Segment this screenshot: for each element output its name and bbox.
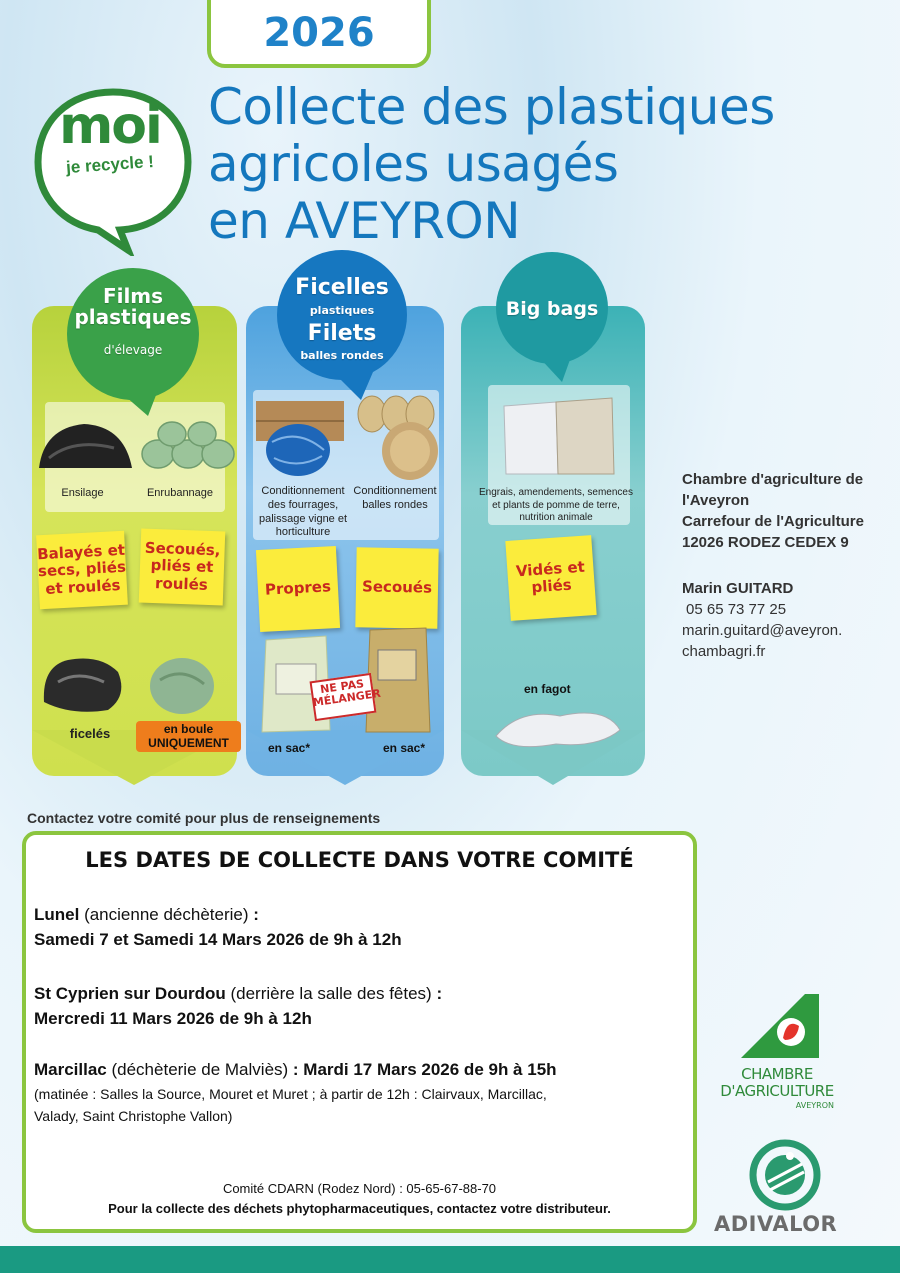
entry-3-line bbox=[34, 1058, 557, 1083]
footer-bar bbox=[0, 1246, 900, 1273]
entry-1-detail: (ancienne déchèterie) bbox=[79, 905, 254, 924]
entry-2-detail: (derrière la salle des fêtes) bbox=[225, 984, 437, 1003]
year-label: 2026 bbox=[263, 10, 375, 56]
bales-image bbox=[138, 418, 236, 470]
films-footer-3: UNIQUEMENT bbox=[148, 736, 229, 750]
entry-1-date: Samedi 7 et Samedi 14 Mars 2026 de 9h à 12h bbox=[34, 930, 402, 949]
ficelles-footer-2: en sac* bbox=[383, 741, 426, 755]
down-arrow-icon bbox=[246, 730, 444, 790]
chambre-line-1: CHAMBRE bbox=[741, 1065, 813, 1083]
bigbags-note: Vidés et pliés bbox=[505, 535, 596, 621]
entry-2-date: Mercredi 11 Mars 2026 de 9h à 12h bbox=[34, 1009, 312, 1028]
ficelles-note-1: Propres bbox=[256, 546, 340, 632]
bubble-tail-icon bbox=[536, 354, 576, 384]
entry-3-date: : Mardi 17 Mars 2026 de 9h à 15h bbox=[292, 1060, 557, 1079]
entry-3-note-2: Valady, Saint Christophe Vallon) bbox=[34, 1108, 233, 1124]
entry-1-place: Lunel bbox=[34, 905, 80, 924]
bigbags-title: Big bags bbox=[505, 298, 599, 320]
entry-3-note-1: (matinée : Salles la Source, Mouret et Muret ; à partir de 12h : Clairvaux, Marcillac, bbox=[34, 1086, 547, 1102]
ficelles-sub-1: plastiques bbox=[309, 304, 375, 317]
chambre-line-2: D'AGRICULTURE bbox=[720, 1082, 834, 1100]
badge-main: moi bbox=[59, 96, 161, 156]
chambre-logo-icon bbox=[735, 988, 825, 1063]
bigbags-item: Engrais, amendements, semences et plants de pomme de terre, nutrition animale bbox=[479, 487, 633, 523]
folded-bags-image bbox=[490, 700, 626, 752]
chambre-sub: AVEYRON bbox=[795, 1101, 834, 1110]
title-line-2: agricoles usagés bbox=[208, 135, 619, 193]
films-item-1: Ensilage bbox=[61, 487, 104, 499]
ficelles-title-2: Filets bbox=[307, 321, 377, 346]
ficelles-footer-1: en sac* bbox=[268, 741, 311, 755]
org-line-3: Carrefour de l'Agriculture bbox=[682, 513, 864, 530]
ficelles-item-1: Conditionnement des fourrages, palissage vigne et horticulture bbox=[258, 485, 348, 539]
brown-sack-image bbox=[364, 624, 434, 736]
net-bale-image bbox=[380, 420, 440, 482]
entry-1-line bbox=[34, 903, 259, 928]
films-footer-2: en boule bbox=[163, 722, 214, 736]
phyto-note: Pour la collecte des déchets phytopharmaceutiques, contactez votre distributeur. bbox=[108, 1201, 611, 1216]
badge-sub: je recycle ! bbox=[65, 151, 155, 178]
films-subtitle: d'élevage bbox=[103, 343, 163, 357]
entry-3-detail: (déchèterie de Malviès) bbox=[106, 1060, 293, 1079]
entry-2-place: St Cyprien sur Dourdou bbox=[34, 984, 226, 1003]
bigbags-footer: en fagot bbox=[524, 682, 571, 696]
entry-3-place: Marcillac bbox=[34, 1060, 107, 1079]
org-line-2: l'Aveyron bbox=[682, 492, 750, 509]
committee-phone: Comité CDARN (Rodez Nord) : 05-65-67-88-70 bbox=[222, 1181, 497, 1196]
silage-image bbox=[34, 418, 134, 470]
films-note-1: Balayés et secs, pliés et roulés bbox=[36, 531, 128, 610]
ficelles-item-2: Conditionnement balles rondes bbox=[353, 485, 437, 511]
stamp-label: NE PAS MÉLANGER bbox=[312, 677, 382, 710]
adivalor-logo-icon bbox=[748, 1138, 822, 1212]
bundled-film-image bbox=[38, 652, 126, 714]
title-line-3: en AVEYRON bbox=[208, 192, 521, 250]
big-bags-image bbox=[500, 392, 620, 476]
ball-film-image bbox=[146, 654, 218, 716]
entry-2-colon: : bbox=[436, 984, 443, 1003]
films-title: Films plastiques bbox=[74, 284, 192, 329]
films-footer-1: ficelés bbox=[69, 726, 111, 741]
dates-panel bbox=[22, 831, 697, 1233]
contact-email-2[interactable]: chambagri.fr bbox=[682, 643, 766, 660]
dates-title: LES DATES DE COLLECTE DANS VOTRE COMITÉ bbox=[85, 848, 634, 872]
twine-ball-image bbox=[262, 420, 334, 478]
contact-phone[interactable]: 05 65 73 77 25 bbox=[686, 601, 787, 618]
entry-2-line bbox=[34, 982, 442, 1007]
org-line-4: 12026 RODEZ CEDEX 9 bbox=[682, 534, 849, 551]
contact-note: Contactez votre comité pour plus de renseignements bbox=[27, 810, 381, 826]
films-item-2: Enrubannage bbox=[146, 487, 214, 499]
title-line-1: Collecte des plastiques bbox=[208, 78, 775, 136]
ficelles-note-2: Secoués bbox=[355, 547, 438, 628]
ficelles-sub-2: balles rondes bbox=[300, 349, 384, 362]
org-line-1: Chambre d'agriculture de bbox=[682, 471, 864, 488]
adivalor-label: ADIVALOR bbox=[714, 1212, 838, 1236]
contact-person: Marin GUITARD bbox=[682, 580, 794, 597]
contact-email-1[interactable]: marin.guitard@aveyron. bbox=[682, 622, 843, 639]
ficelles-title-1: Ficelles bbox=[295, 275, 389, 300]
films-note-2: Secoués, pliés et roulés bbox=[139, 529, 226, 606]
bubble-tail-icon bbox=[118, 390, 158, 418]
entry-1-colon: : bbox=[253, 905, 259, 924]
